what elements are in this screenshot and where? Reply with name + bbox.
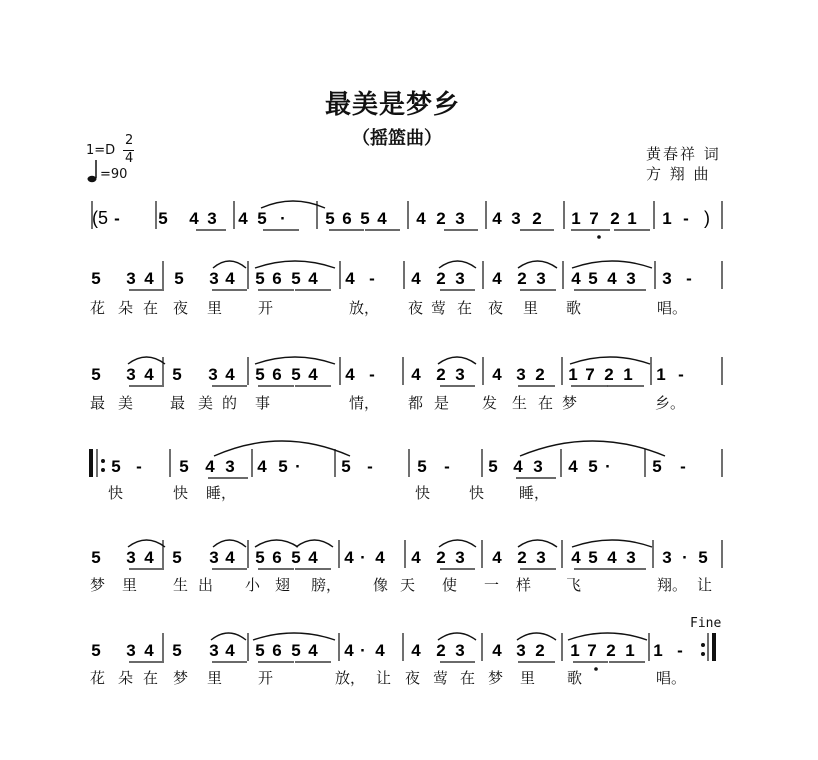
note: ·	[605, 457, 611, 476]
note: 5	[588, 269, 598, 288]
lyric-syllable: 花	[90, 299, 106, 317]
lyric-syllable: 飞	[566, 576, 582, 594]
note: 4	[308, 365, 318, 384]
note: 4	[189, 209, 199, 228]
slur	[518, 540, 557, 547]
song-title: 最美是梦乡	[325, 90, 461, 120]
slur	[213, 261, 246, 268]
note: 4	[375, 548, 385, 567]
note: -	[686, 269, 692, 288]
note: 4	[308, 548, 318, 567]
note: 4	[144, 365, 154, 384]
note: 6	[272, 641, 282, 660]
lyric-syllable: 在	[143, 299, 159, 317]
note: 3	[455, 548, 465, 567]
note: 5	[179, 457, 189, 476]
note: 7	[589, 209, 599, 228]
note: 4	[225, 641, 235, 660]
note: 5	[291, 548, 301, 567]
lyric-syllable: 开	[258, 299, 274, 317]
note: 4	[144, 641, 154, 660]
slur	[296, 540, 333, 547]
note: -	[136, 457, 142, 476]
note: 1	[627, 209, 637, 228]
note: 5	[172, 548, 182, 567]
lyric-syllable: 朵	[118, 299, 134, 317]
note: 4	[607, 269, 617, 288]
lyric-syllable: 里	[520, 669, 536, 687]
note: 5	[91, 641, 101, 660]
note: 4	[144, 269, 154, 288]
lyric-syllable: 事	[255, 394, 271, 412]
slur	[438, 633, 476, 640]
note: 4	[377, 209, 387, 228]
lyric-syllable: 夜	[488, 299, 504, 317]
lyric-syllable: 出	[198, 576, 214, 594]
note: 3	[455, 641, 465, 660]
note: -	[369, 365, 375, 384]
lyric-syllable: 快	[415, 484, 431, 502]
note: 4	[308, 269, 318, 288]
staff-line-1	[92, 201, 722, 239]
lyric-syllable: 是	[434, 394, 450, 412]
slur	[211, 633, 246, 640]
staff-line-5	[91, 540, 722, 569]
lyric-syllable: 快	[469, 484, 485, 502]
note: 4	[345, 365, 355, 384]
note: 4	[205, 457, 215, 476]
lyricist-credit: 黄春祥 词	[646, 145, 721, 163]
note: ·	[682, 548, 688, 567]
note: 5	[325, 209, 335, 228]
note: 5	[360, 209, 370, 228]
lyric-syllable: 最	[90, 394, 106, 412]
repeat-dot	[701, 643, 705, 647]
tempo-marking: =90	[100, 167, 128, 182]
note: 5	[255, 641, 265, 660]
note: 5	[172, 641, 182, 660]
lyric-syllable: 的	[222, 394, 238, 412]
note: 4	[344, 641, 354, 660]
note: 4	[492, 641, 502, 660]
lyric-syllable: 睡，	[206, 484, 237, 502]
lyric-syllable: 快	[173, 484, 189, 502]
note: 4	[144, 548, 154, 567]
note: 2	[535, 365, 545, 384]
note: 3	[126, 641, 136, 660]
lyric-syllable: 歌	[566, 299, 582, 317]
slur	[128, 540, 165, 547]
lyric-syllable: 快	[108, 484, 124, 502]
note: 5	[291, 641, 301, 660]
low-octave-dot	[594, 667, 598, 671]
note: 4	[225, 269, 235, 288]
lyric-syllable: 花	[90, 669, 106, 687]
note: 4	[375, 641, 385, 660]
note: 4	[492, 209, 502, 228]
note: 6	[342, 209, 352, 228]
lyric-syllable: 莺	[433, 669, 449, 687]
note: 4	[411, 365, 421, 384]
note: -	[677, 641, 683, 660]
time-signature-numerator: 2	[125, 133, 134, 148]
note: 5	[488, 457, 498, 476]
note: 2	[436, 548, 446, 567]
slur	[255, 261, 335, 268]
note: 5	[278, 457, 288, 476]
note: 3	[455, 209, 465, 228]
note: 3	[126, 548, 136, 567]
note: 7	[587, 641, 597, 660]
composer-credit: 方 翔 曲	[646, 165, 711, 183]
note: 5	[291, 365, 301, 384]
note: 5	[174, 269, 184, 288]
note: 4	[513, 457, 523, 476]
lyric-syllable: 小	[245, 576, 261, 594]
note: 4	[225, 548, 235, 567]
note: 3	[536, 269, 546, 288]
lyric-syllable: 让	[697, 576, 713, 594]
lyric-syllable: 在	[460, 669, 476, 687]
note: 5	[255, 269, 265, 288]
note: (5	[91, 208, 109, 228]
note: 5	[91, 548, 101, 567]
note: 4	[492, 548, 502, 567]
note: 4	[225, 365, 235, 384]
lyric-syllable: 梦	[90, 576, 106, 594]
note: 3	[455, 365, 465, 384]
note: 3	[455, 269, 465, 288]
note: 5	[652, 457, 662, 476]
lyric-syllable: 歌	[567, 669, 583, 687]
lyric-syllable: 一	[484, 576, 500, 594]
lyric-syllable: 夜	[173, 299, 189, 317]
lyric-syllable: 翅	[275, 576, 291, 594]
lyric-syllable: 在	[538, 394, 554, 412]
note: ·	[295, 457, 301, 476]
note: 3	[516, 641, 526, 660]
slur	[261, 201, 325, 208]
note: 2	[535, 641, 545, 660]
note: -	[678, 365, 684, 384]
note: 4	[411, 548, 421, 567]
lyric-syllable: 在	[457, 299, 473, 317]
time-signature-denominator: 4	[125, 151, 134, 166]
note: 3	[533, 457, 543, 476]
lyric-syllable: 里	[122, 576, 138, 594]
note: 3	[516, 365, 526, 384]
lyric-syllable: 最	[170, 394, 186, 412]
lyric-syllable: 梦	[488, 669, 504, 687]
note: 3	[209, 548, 219, 567]
slur	[568, 633, 647, 640]
note: 4	[344, 548, 354, 567]
note: 2	[436, 269, 446, 288]
lyric-syllable: 像	[373, 576, 389, 594]
note: 4	[571, 548, 581, 567]
staff-line-2	[91, 261, 722, 290]
note: -	[114, 209, 120, 228]
lyric-syllable: 翔。	[657, 576, 688, 594]
staff-line-4	[89, 449, 722, 478]
note: 3	[209, 269, 219, 288]
slur	[128, 357, 165, 364]
note: 1	[625, 641, 635, 660]
slur	[570, 357, 650, 364]
note: 5	[158, 209, 168, 228]
note: 2	[436, 641, 446, 660]
note: 3	[207, 209, 217, 228]
lyric-syllable: 乡。	[655, 394, 686, 412]
note: 2	[606, 641, 616, 660]
note: ·	[360, 641, 366, 660]
lyric-syllable: 在	[143, 669, 159, 687]
lyric-syllable: 生	[173, 576, 189, 594]
lyric-syllable: 夜	[405, 669, 421, 687]
slur	[520, 441, 665, 456]
lyric-syllable: 美	[118, 394, 134, 412]
note: 3	[662, 269, 672, 288]
note: 5	[111, 457, 121, 476]
note: 4	[345, 269, 355, 288]
slur	[572, 540, 652, 547]
note: 2	[436, 209, 446, 228]
note: ·	[280, 209, 286, 228]
slur	[253, 633, 335, 640]
lyric-syllable: 放，	[349, 299, 380, 317]
note: 1	[568, 365, 578, 384]
slur	[439, 540, 476, 547]
note: 1	[623, 365, 633, 384]
slur	[214, 441, 350, 456]
note: 4	[308, 641, 318, 660]
lyric-syllable: 使	[442, 576, 458, 594]
note: 5	[588, 457, 598, 476]
lyric-syllable: 里	[207, 669, 223, 687]
note: 5	[257, 209, 267, 228]
lyric-syllable: 开	[258, 669, 274, 687]
note: 5	[91, 269, 101, 288]
note: 1	[653, 641, 663, 660]
lyric-syllable: 梦	[562, 394, 578, 412]
note: )	[704, 208, 710, 228]
lyric-syllable: 让	[376, 669, 392, 687]
staff-line-3	[91, 357, 722, 386]
note: 5	[588, 548, 598, 567]
note: 1	[570, 641, 580, 660]
lyric-syllable: 发	[482, 394, 498, 412]
note: 3	[126, 365, 136, 384]
slur	[255, 540, 298, 547]
lyric-syllable: 里	[207, 299, 223, 317]
repeat-dot	[101, 468, 105, 472]
lyric-syllable: 生	[512, 394, 528, 412]
slur	[255, 357, 335, 364]
note: 6	[272, 269, 282, 288]
lyric-syllable: 唱。	[656, 669, 687, 687]
repeat-start-thick-bar	[89, 449, 93, 477]
lyric-syllable: 睡，	[519, 484, 550, 502]
fine-marking: Fine	[690, 616, 722, 631]
note: ·	[360, 548, 366, 567]
lyric-syllable: 里	[523, 299, 539, 317]
lyric-syllable: 美	[198, 394, 214, 412]
note: 5	[172, 365, 182, 384]
note: 5	[417, 457, 427, 476]
note: -	[680, 457, 686, 476]
note: 4	[257, 457, 267, 476]
note: 2	[610, 209, 620, 228]
lyric-syllable: 情，	[349, 394, 380, 412]
note: 5	[341, 457, 351, 476]
lyric-syllable: 莺	[431, 299, 447, 317]
note: 5	[255, 365, 265, 384]
note: 5	[291, 269, 301, 288]
slur	[518, 261, 557, 268]
repeat-dot	[101, 459, 105, 463]
repeat-dot	[701, 652, 705, 656]
lyric-syllable: 天	[400, 576, 416, 594]
note: 3	[126, 269, 136, 288]
note: 3	[662, 548, 672, 567]
lyric-syllable: 放，	[335, 669, 366, 687]
lyric-syllable: 梦	[173, 669, 189, 687]
staff-line-6	[91, 633, 716, 671]
key-signature: 1=D	[86, 143, 116, 158]
lyric-syllable: 朵	[118, 669, 134, 687]
note: 2	[517, 548, 527, 567]
note: 3	[626, 548, 636, 567]
note: 5	[698, 548, 708, 567]
note: 4	[607, 548, 617, 567]
note: 2	[436, 365, 446, 384]
note: 1	[662, 209, 672, 228]
low-octave-dot	[597, 235, 601, 239]
lyric-syllable: 唱。	[657, 299, 688, 317]
note: 4	[568, 457, 578, 476]
note: 3	[209, 641, 219, 660]
note: 5	[255, 548, 265, 567]
note: 4	[416, 209, 426, 228]
note: 6	[272, 548, 282, 567]
note: 4	[492, 269, 502, 288]
note: -	[683, 209, 689, 228]
lyric-syllable: 夜	[408, 299, 424, 317]
note: 2	[517, 269, 527, 288]
note: 5	[91, 365, 101, 384]
note: 1	[656, 365, 666, 384]
note: 3	[225, 457, 235, 476]
lyric-syllable: 样	[516, 576, 532, 594]
note: 3	[511, 209, 521, 228]
lyric-syllable: 都	[408, 394, 424, 412]
repeat-end-thick-bar	[712, 633, 716, 661]
note: 3	[626, 269, 636, 288]
song-subtitle: （摇篮曲）	[352, 128, 442, 149]
note: 4	[571, 269, 581, 288]
slur	[439, 261, 476, 268]
note: -	[369, 269, 375, 288]
note: 1	[571, 209, 581, 228]
note: 4	[238, 209, 248, 228]
note: -	[444, 457, 450, 476]
note: 3	[536, 548, 546, 567]
note: 3	[208, 365, 218, 384]
slur	[213, 540, 246, 547]
lyric-syllable: 膀，	[311, 576, 342, 594]
note: 4	[411, 269, 421, 288]
slur	[517, 633, 556, 640]
note: 2	[532, 209, 542, 228]
note: 7	[585, 365, 595, 384]
note: 2	[604, 365, 614, 384]
slur	[438, 357, 476, 364]
note: 6	[272, 365, 282, 384]
note: 4	[411, 641, 421, 660]
note: -	[367, 457, 373, 476]
note: 4	[492, 365, 502, 384]
slur	[572, 261, 652, 268]
